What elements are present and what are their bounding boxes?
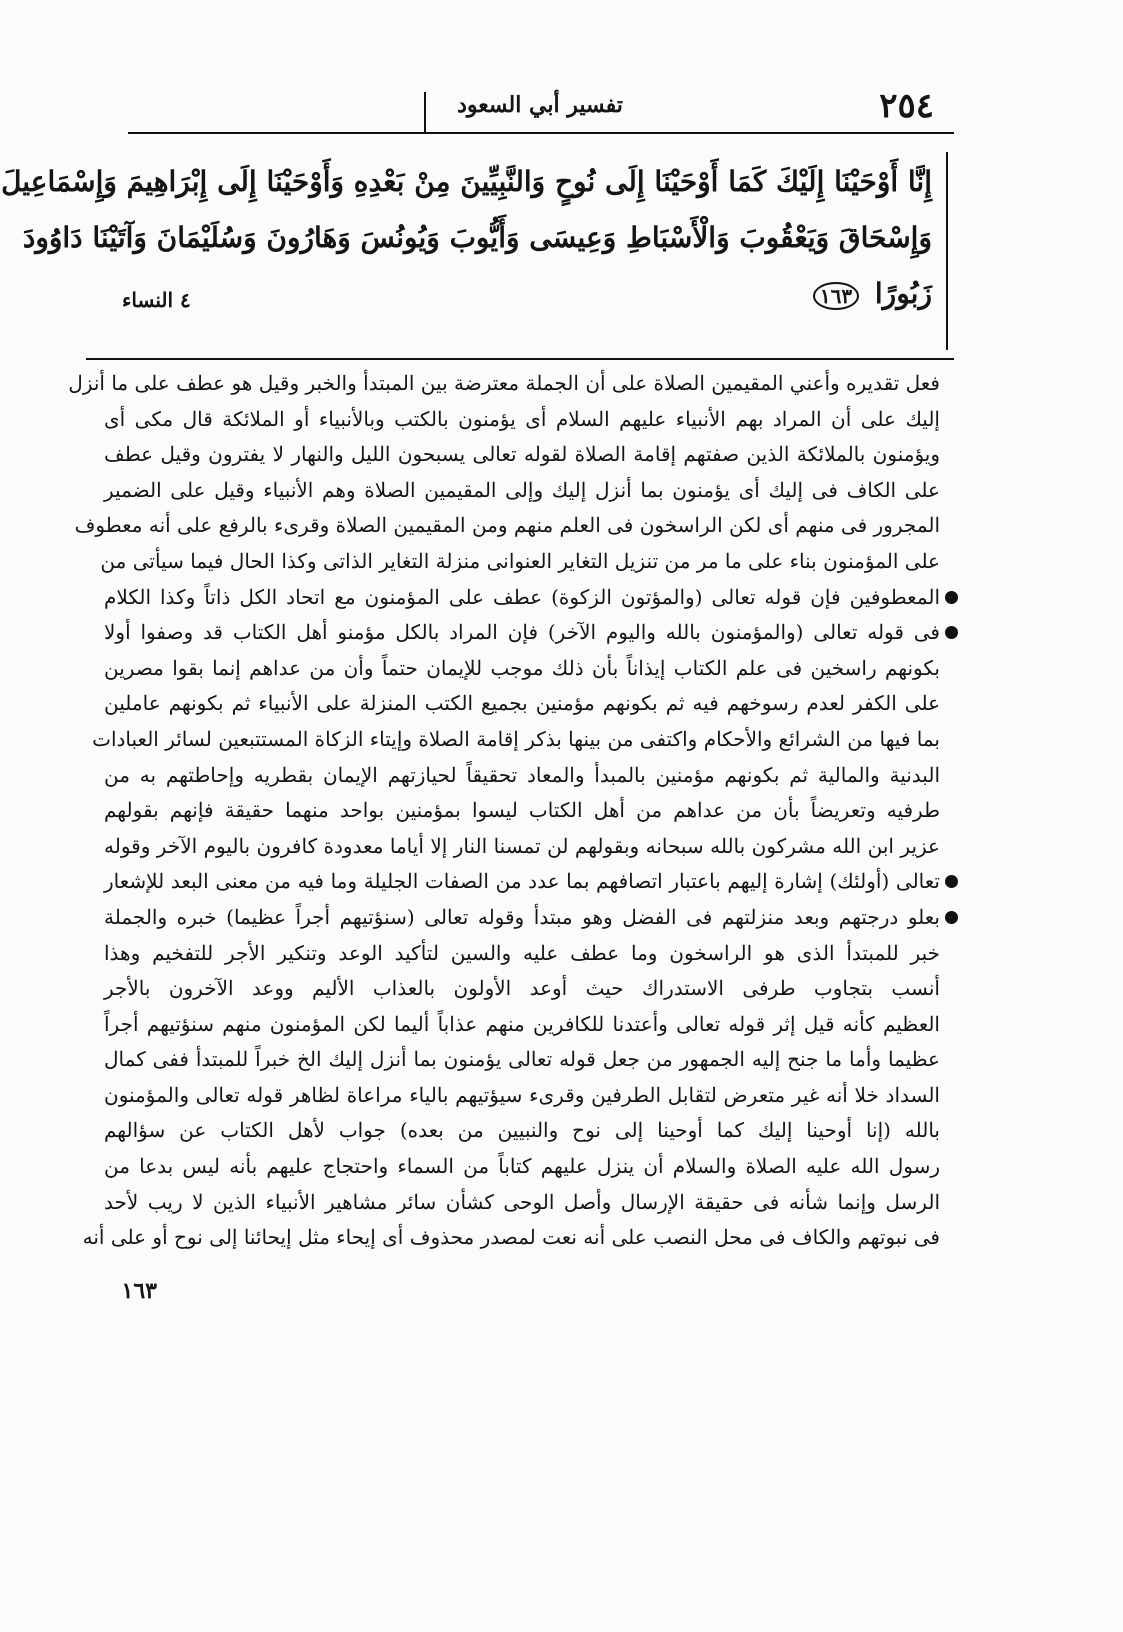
commentary-line: على الكفر لعدم رسوخهم فيه ثم بكونهم مؤمنين بجميع الكتب المنزلة على الأنبياء ثم بكونهم عاملين — [104, 691, 940, 716]
commentary-line: ويؤمنون بالملائكة الذين صفتهم إقامة الصلاة لقوله تعالى يسبحون الليل والنهار لا يفترون وقيل عطف — [104, 442, 940, 467]
commentary-line-text: بعلو درجتهم وبعد منزلتهم فى الفضل وهو مبتدأ وقوله تعالى (سنؤتيهم أجراً عظيما) خبره والجملة — [104, 904, 940, 929]
commentary-line-text: فى قوله تعالى (والمؤمنون بالله واليوم الآخر) فإن المراد بالكل مؤمنو أهل الكتاب قد وصفوا أولا — [104, 620, 940, 645]
commentary-line-text: تعالى (أولئك) إشارة إليهم باعتبار اتصافهم بما عدد من الصفات الجليلة وما فيه من معنى البعد للإشعار — [104, 869, 940, 894]
margin-verse-number: ١٦٣ — [121, 1278, 157, 1304]
quran-line-end — [813, 272, 932, 318]
commentary-line: رسول الله عليه الصلاة والسلام أن ينزل عليهم كتاباً من السماء واحتجاج عليهم بأنه ليس بدعا من — [104, 1154, 940, 1179]
commentary-line: طرفيه وتعريضاً بأن من عداهم من أهل الكتاب ليسوا بمؤمنين بواحد منهما حقيقة فإنهم بقولهم — [104, 798, 940, 823]
quran-line: زَبُورًا — [874, 277, 932, 310]
commentary-line: العظيم كأنه قيل إثر قوله تعالى وأعتدنا للكافرين منهم عذاباً أليما لكن المؤمنون منهم سنؤتيهم أجراً — [104, 1011, 940, 1036]
header-divider — [424, 92, 426, 134]
quran-rule — [86, 358, 954, 360]
header-rule — [128, 132, 954, 134]
quran-line: وَإِسْحَاقَ وَيَعْقُوبَ وَالْأَسْبَاطِ وَعِيسَى وَأَيُّوبَ وَيُونُسَ وَهَارُونَ وَسُلَيْمَانَ وَآتَيْنَا دَاوُودَ — [22, 221, 932, 254]
commentary-line: فى نبوتهم والكاف فى محل النصب على أنه نعت لمصدر محذوف أى إيحاء مثل إيحائنا إلى نوح أو على أنه — [82, 1225, 940, 1250]
bullet-marker — [945, 911, 958, 924]
commentary-line: السداد خلا أنه غير متعرض لتقابل الطرفين وقرىء سيؤتيهم بالياء مراعاة لظاهر قوله تعالى والمؤمنون — [104, 1082, 940, 1107]
commentary-line: بالله (إنا أوحينا إليك كما أوحينا إلى نوح والنبيين من بعده) جواب لأهل الكتاب عن سؤالهم — [104, 1118, 940, 1143]
commentary-line: على الكاف فى إليك أى يؤمنون بما أنزل إليك وإلى المقيمين الصلاة وهم الأنبياء وقيل على الضمير — [104, 477, 940, 502]
bullet-marker — [945, 591, 958, 604]
commentary-line — [104, 900, 940, 936]
book-title: تفسير أبي السعود — [457, 92, 623, 118]
commentary-line-text: المعطوفين فإن قوله تعالى (والمؤتون الزكوة) عطف على المؤمنون مع اتحاد الكل ذاتاً وكذا الكلام — [104, 584, 940, 609]
commentary-line: على المؤمنون بناء على ما مر من تنزيل التغاير العنوانى منزلة التغاير الذاتى وكذا الحال فيما سيأتى من — [100, 548, 940, 573]
surah-label: ٤ النساء — [122, 288, 191, 312]
commentary-line: إليك على أن المراد بهم الأنبياء عليهم السلام أى يؤمنون بالكتب وبالأنبياء أو الملائكة قال مكى أى — [104, 406, 940, 431]
commentary-line: عزير ابن الله مشركون بالله سبحانه وبقولهم لن تمسنا النار إلا أياما معدودة كافرون باليوم الآخر وقوله — [104, 833, 940, 858]
commentary-line: الرسل وإنما شأنه فى حقيقة الإرسال وأصل الوحى كشأن سائر مشاهير الأنبياء الذين لا ريب لأحد — [104, 1189, 940, 1214]
commentary-line: البدنية والمالية ثم بكونهم مؤمنين بالمبدأ والمعاد تحقيقاً لحيازتهم الإيمان بقطريه وإحاطتهم به من — [104, 762, 940, 787]
bullet-marker — [945, 626, 958, 639]
commentary-line: بما فيها من الشرائع والأحكام واكتفى من بينها بذكر إقامة الصلاة وإيتاء الزكاة المستتبعين لسائر العبادات — [92, 726, 940, 751]
commentary-line — [104, 615, 940, 651]
commentary-line: عظيما وأما ما جنح إليه الجمهور من جعل قوله تعالى يؤمنون بما أنزل إليك الخ خبراً للمبتدأ ففى كمال — [104, 1047, 940, 1072]
commentary-line: أنسب بتجاوب طرفى الاستدراك حيث أوعد الأولون بالعذاب الأليم ووعد الآخرون بالأجر — [104, 976, 940, 1001]
commentary-line: خبر للمبتدأ الذى هو الراسخون وما عطف عليه والسين لتأكيد الوعد وتنكير الأجر للتفخيم وهذا — [104, 940, 940, 965]
quran-verse-block — [1, 152, 948, 350]
verse-number-marker: ١٦٣ — [813, 282, 859, 310]
commentary-line — [104, 580, 940, 616]
commentary-line: المجرور فى منهم أى لكن الراسخون فى العلم منهم ومن المقيمين الصلاة وقرىء بالرفع على أنه معطوف — [74, 513, 940, 538]
page-number: ٢٥٤ — [879, 86, 934, 126]
commentary-line: فعل تقديره وأعني المقيمين الصلاة على أن الجملة معترضة بين المبتدأ والخبر وقيل هو عطف على ما أنزل — [68, 371, 940, 395]
quran-line: إِنَّا أَوْحَيْنَا إِلَيْكَ كَمَا أَوْحَيْنَا إِلَى نُوحٍ وَالنَّبِيِّينَ مِنْ بَعْدِهِ وَأَوْحَيْنَا إِلَى إِبْرَاهِيمَ وَإِسْمَاعِيلَ — [1, 165, 932, 198]
commentary-line: بكونهم راسخين فى علم الكتاب إيذاناً بأن ذلك موجب للإيمان حتماً وأن من عداهم إنما بقوا مصرين — [104, 655, 940, 680]
running-header — [126, 86, 954, 132]
commentary-text — [68, 366, 940, 1256]
bullet-marker — [945, 875, 958, 888]
commentary-line — [104, 864, 940, 900]
